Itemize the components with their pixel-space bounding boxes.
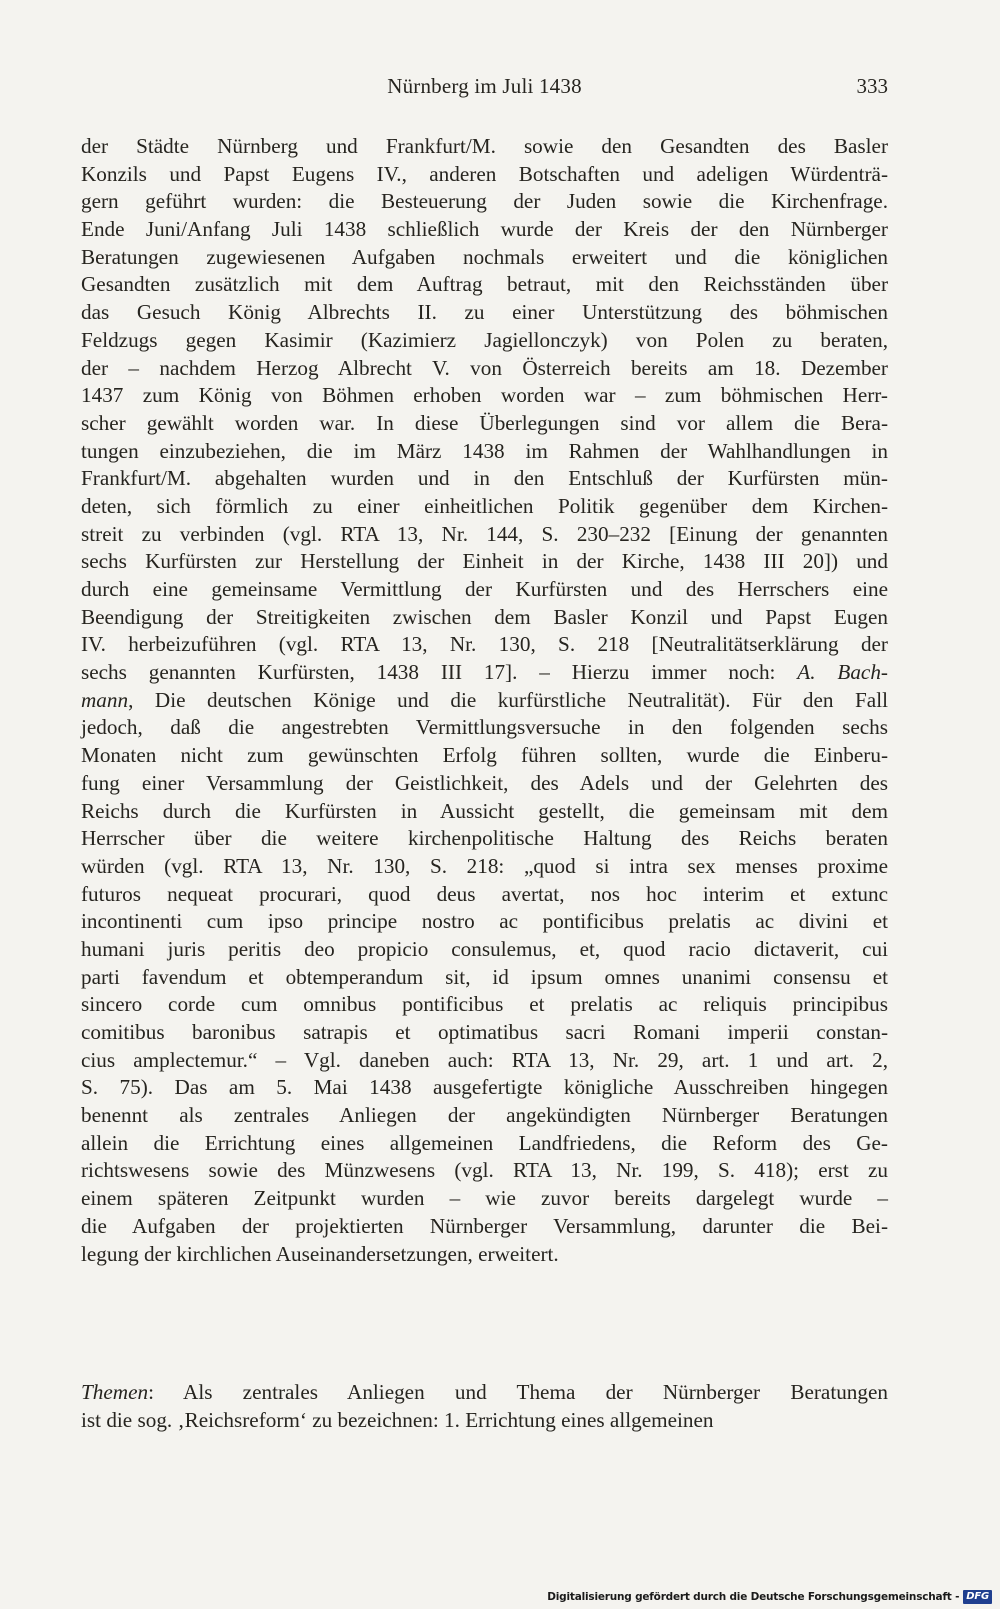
text-line: futuros nequeat procurari, quod deus avertat, nos hoc interim et extunc [81, 881, 888, 906]
credit-text: Digitalisierung gefördert durch die Deutsche Forschungsgemeinschaft - [547, 1591, 960, 1603]
text-line: würden (vgl. RTA 13, Nr. 130, S. 218: „quod si intra sex menses proxime [81, 853, 888, 878]
text-line: jedoch, daß die angestrebten Vermittlungsversuche in den folgenden sechs [81, 715, 888, 740]
text-line: der – nachdem Herzog Albrecht V. von Österreich bereits am 18. Dezember [81, 355, 888, 380]
dfg-logo: DFG [963, 1590, 992, 1604]
text-line: IV. herbeizuführen (vgl. RTA 13, Nr. 130, S. 218 [Neutralitätserklärung der [81, 632, 888, 657]
text-line: durch eine gemeinsame Vermittlung der Kurfürsten und des Herrschers eine [81, 577, 888, 601]
text-line: das Gesuch König Albrechts II. zu einer Unterstützung des böhmischen [81, 300, 888, 325]
text-line: Konzils und Papst Eugens IV., anderen Botschaften und adeligen Würdenträ- [81, 161, 888, 186]
text-line: Frankfurt/M. abgehalten wurden und in den Entschluß der Kurfürsten mün- [81, 466, 888, 491]
text-line: der Städte Nürnberg und Frankfurt/M. sowie den Gesandten des Basler [81, 134, 888, 158]
text-line: fung einer Versammlung der Geistlichkeit, des Adels und der Gelehrten des [81, 770, 888, 795]
text-line: Beendigung der Streitigkeiten zwischen dem Basler Konzil und Papst Eugen [81, 604, 888, 629]
text-line: 1437 zum König von Böhmen erhoben worden war – zum böhmischen Herr- [81, 383, 888, 408]
text-line: Herrscher über die weitere kirchenpolitische Haltung des Reichs beraten [81, 826, 888, 851]
text-line: die Aufgaben der projektierten Nürnberger Versammlung, darunter die Bei- [81, 1213, 888, 1238]
text-line: legung der kirchlichen Auseinandersetzungen, erweitert. [81, 1241, 559, 1266]
text-line: comitibus baronibus satrapis et optimatibus sacri Romani imperii constan- [81, 1020, 888, 1044]
text-line: streit zu verbinden (vgl. RTA 13, Nr. 144, S. 230–232 [Einung der genannten [81, 521, 888, 546]
text-line: parti favendum et obtemperandum sit, id ipsum omnes unanimi consensu et [81, 964, 888, 989]
page-number: 333 [856, 74, 888, 98]
text-line: cius amplectemur.“ – Vgl. daneben auch: RTA 13, Nr. 29, art. 1 und art. 2, [81, 1047, 888, 1072]
text-line: Feldzugs gegen Kasimir (Kazimierz Jagiellonczyk) von Polen zu beraten, [81, 327, 888, 352]
text-line: sechs genannten Kurfürsten, 1438 III 17]. – Hierzu immer noch: A. Bach- [81, 660, 888, 685]
text-line: einem späteren Zeitpunkt wurden – wie zuvor bereits dargelegt wurde – [81, 1186, 888, 1211]
text-line: incontinenti cum ipso principe nostro ac pontificibus prelatis ac divini et [81, 909, 888, 934]
text-line: sechs Kurfürsten zur Herstellung der Einheit in der Kirche, 1438 III 20]) und [81, 549, 888, 574]
text-line: humani juris peritis deo propicio consulemus, et, quod racio dictaverit, cui [81, 936, 888, 961]
body-paragraph [81, 133, 888, 1268]
italic-run: Themen [81, 1380, 149, 1404]
text-line: richtswesens sowie des Münzwesens (vgl. RTA 13, Nr. 199, S. 418); erst zu [81, 1158, 888, 1183]
text-line: Ende Juni/Anfang Juli 1438 schließlich wurde der Kreis der den Nürnberger [81, 217, 888, 242]
text-line: Monaten nicht zum gewünschten Erfolg führen sollten, wurde die Einberu- [81, 743, 888, 768]
text-line: benennt als zentrales Anliegen der angekündigten Nürnberger Beratungen [81, 1103, 888, 1128]
text-line: Gesandten zusätzlich mit dem Auftrag betraut, mit den Reichsständen über [81, 272, 888, 297]
text-line: S. 75). Das am 5. Mai 1438 ausgefertigte königliche Ausschreiben hingegen [81, 1075, 888, 1100]
text-line: ist die sog. ‚Reichsreform‘ zu bezeichnen: 1. Errichtung eines allgemeinen [81, 1407, 714, 1432]
italic-run: A. Bach- [797, 660, 888, 685]
text-line: Themen: Als zentrales Anliegen und Thema der Nürnberger Beratungen [81, 1380, 888, 1404]
text-line: deten, sich förmlich zu einer einheitlichen Politik gegenüber dem Kirchen- [81, 493, 888, 518]
text-line: Reichs durch die Kurfürsten in Aussicht gestellt, die gemeinsam mit dem [81, 798, 888, 823]
text-line: Beratungen zugewiesenen Aufgaben nochmals erweitert und die königlichen [81, 244, 888, 269]
digitization-credit [547, 1589, 992, 1605]
text-line: scher gewählt worden war. In diese Überlegungen sind vor allem die Bera- [81, 410, 888, 435]
themen-paragraph [81, 1379, 888, 1434]
page-header [81, 74, 888, 106]
italic-run: mann [81, 687, 129, 712]
text-line: sincero corde cum omnibus pontificibus et prelatis ac reliquis principibus [81, 992, 888, 1017]
running-head: Nürnberg im Juli 1438 [387, 74, 582, 98]
text-line: allein die Errichtung eines allgemeinen Landfriedens, die Reform des Ge- [81, 1130, 888, 1155]
text-line: mann, Die deutschen Könige und die kurfürstliche Neutralität). Für den Fall [81, 687, 888, 712]
text-line: gern geführt wurden: die Besteuerung der Juden sowie die Kirchenfrage. [81, 189, 888, 214]
text-line: tungen einzubeziehen, die im März 1438 im Rahmen der Wahlhandlungen in [81, 438, 888, 463]
